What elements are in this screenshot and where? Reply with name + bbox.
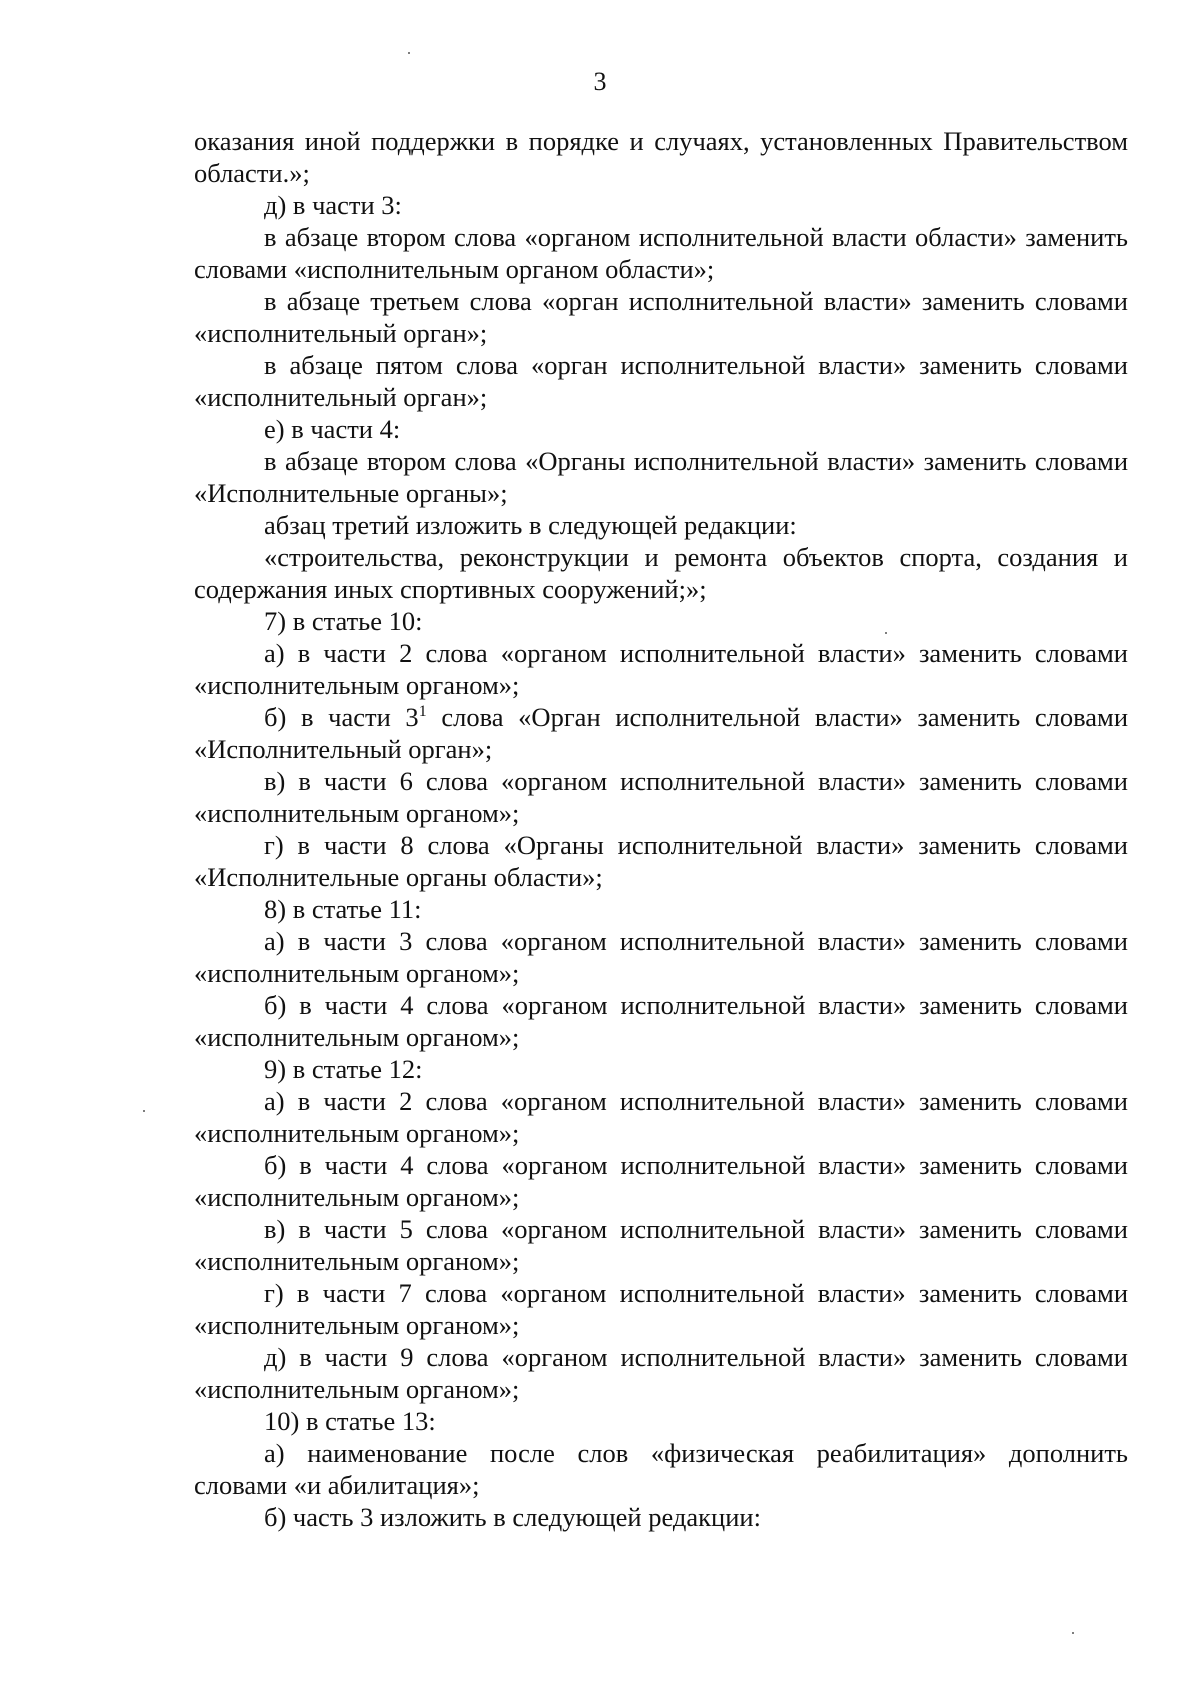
paragraph: 8) в статье 11: <box>264 894 422 924</box>
paragraph: д) в части 3: <box>264 190 402 220</box>
paragraph: б) часть 3 изложить в следующей редакции: <box>264 1502 761 1532</box>
paragraph: в абзаце втором слова «Органы исполнительной власти» заменить словами «Исполнительные органы»; <box>194 446 1128 508</box>
paragraph: в абзаце третьем слова «орган исполнительной власти» заменить словами «исполнительный орган»; <box>194 286 1128 348</box>
paragraph-text: слова «Орган исполнительной власти» заменить словами «Исполнительный орган»; <box>194 702 1128 764</box>
paragraph: 10) в статье 13: <box>264 1406 436 1436</box>
paragraph: в абзаце пятом слова «орган исполнительной власти» заменить словами «исполнительный орган»; <box>194 350 1128 412</box>
paragraph: 7) в статье 10: <box>264 606 423 636</box>
paragraph: б) в части 4 слова «органом исполнительной власти» заменить словами «исполнительным органом»; <box>194 1150 1128 1212</box>
scan-speck <box>143 1110 145 1112</box>
paragraph: г) в части 7 слова «органом исполнительной власти» заменить словами «исполнительным органом»; <box>194 1278 1128 1340</box>
paragraph: а) в части 3 слова «органом исполнительной власти» заменить словами «исполнительным органом»; <box>194 926 1128 988</box>
paragraph: е) в части 4: <box>264 414 401 444</box>
paragraph: а) в части 2 слова «органом исполнительной власти» заменить словами «исполнительным органом»; <box>194 1086 1128 1148</box>
paragraph: в абзаце втором слова «органом исполнительной власти области» заменить словами «исполнительным органом области»; <box>194 222 1128 284</box>
scan-speck <box>408 52 410 54</box>
paragraph: б) в части 4 слова «органом исполнительной власти» заменить словами «исполнительным органом»; <box>194 990 1128 1052</box>
paragraph: а) в части 2 слова «органом исполнительной власти» заменить словами «исполнительным органом»; <box>194 638 1128 700</box>
paragraph: а) наименование после слов «физическая реабилитация» дополнить словами «и абилитация»; <box>194 1438 1128 1500</box>
paragraph: 9) в статье 12: <box>264 1054 423 1084</box>
paragraph: абзац третий изложить в следующей редакции: <box>264 510 797 540</box>
page-number: 3 <box>593 67 607 96</box>
paragraph: «строительства, реконструкции и ремонта объектов спорта, создания и содержания иных спортивных сооружений;»; <box>194 542 1128 604</box>
superscript: 1 <box>418 703 427 721</box>
paragraph: оказания иной поддержки в порядке и случаях, установленных Правительством области.»; <box>194 126 1128 188</box>
paragraph: г) в части 8 слова «Органы исполнительной власти» заменить словами «Исполнительные органы области»; <box>194 830 1128 892</box>
scan-speck <box>1072 1632 1074 1634</box>
scan-speck <box>885 632 887 634</box>
paragraph <box>194 701 1128 765</box>
document-body <box>194 125 1128 1533</box>
paragraph-text: б) в части 3 <box>264 702 419 732</box>
paragraph: д) в части 9 слова «органом исполнительной власти» заменить словами «исполнительным органом»; <box>194 1342 1128 1404</box>
paragraph: в) в части 6 слова «органом исполнительной власти» заменить словами «исполнительным органом»; <box>194 766 1128 828</box>
paragraph: в) в части 5 слова «органом исполнительной власти» заменить словами «исполнительным органом»; <box>194 1214 1128 1276</box>
